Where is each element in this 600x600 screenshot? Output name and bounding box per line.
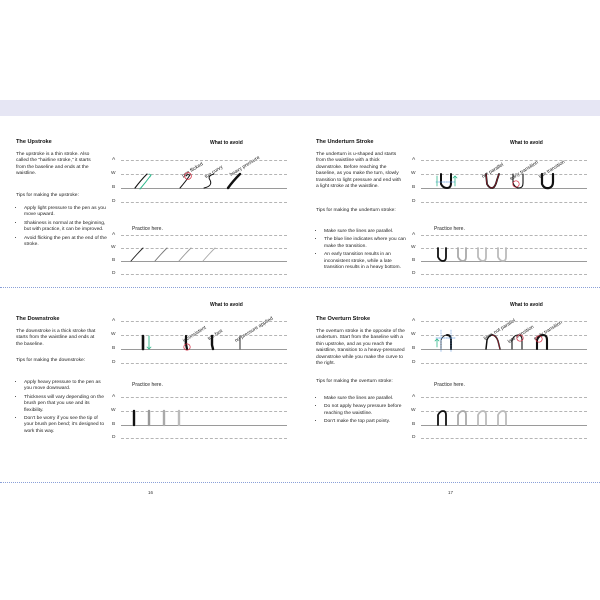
guide-label-waistline: W: [111, 332, 116, 337]
downstroke-avoid-heading: What to avoid: [210, 302, 243, 308]
practice-stroke: [155, 248, 167, 261]
overturn-practice-heading: Practice here.: [434, 382, 465, 388]
guide-label-ascender: A: [412, 157, 416, 162]
guide-label-waistline: W: [411, 332, 416, 337]
mistake-label: too curvy: [203, 164, 225, 180]
tip-item: • Avoid flicking the pen at the end of the stroke.: [24, 236, 108, 249]
downstroke-practice-heading: Practice here.: [132, 382, 163, 388]
tip-item: • Apply heavy pressure to the pen as you move downward.: [24, 380, 108, 393]
guide-label-ascender: A: [412, 394, 416, 399]
underturn-example: [441, 174, 451, 188]
guide-label-descender: D: [412, 360, 416, 365]
guide-label-baseline: B: [412, 185, 416, 190]
underturn-title: The Underturn Stroke: [316, 139, 374, 145]
guide-label-descender: D: [412, 271, 416, 276]
mistake-label: no pressure applied: [233, 315, 275, 344]
mistake-label: early transition: [532, 319, 564, 342]
guide-label-descender: D: [112, 360, 116, 365]
practice-stroke: [438, 411, 446, 425]
tip-item: • Don't be worry if you see the tip of your brush pen bend; it's designed to work this way.: [24, 416, 108, 435]
downstroke-title: The Downstroke: [16, 316, 60, 322]
tip-item: • Make sure the lines are parallel.: [324, 396, 408, 402]
guide-label-waistline: W: [111, 245, 116, 250]
direction-arrow-icon: [140, 175, 151, 189]
guide-label-waistline: W: [411, 408, 416, 413]
practice-stroke: [498, 411, 506, 425]
tip-item: • Make sure the lines are parallel.: [324, 229, 408, 235]
tip-item: • Don't make the top part pointy.: [324, 419, 408, 425]
tip-item: • Thickness will vary depending on the brush pen that you use and its flexibility.: [24, 395, 108, 414]
guide-label-ascender: A: [112, 394, 116, 399]
mistake-stroke: [212, 336, 213, 349]
guide-label-descender: D: [412, 199, 416, 204]
practice-stroke: [131, 248, 143, 261]
underturn-description: The underturn is u-shaped and starts from the waistline with a thick downstroke. Before reaching the baseline, as you make the turn, slowly transition to light pressure and end with a light stroke at the waistline.: [316, 152, 402, 190]
mistake-label: inconsistent: [181, 324, 208, 344]
overturn-avoid-heading: What to avoid: [510, 302, 543, 308]
practice-stroke: [478, 411, 486, 425]
guide-label-ascender: A: [412, 232, 416, 237]
overturn-description: The overturn stroke is the opposite of the underturn. Start from the baseline with a thin upstroke, and as you reach the waistline, transition to a heavy-pressured downstroke while you make the curve to the right.: [316, 329, 405, 367]
downstroke-description: The downstroke is a thick stroke that starts from the waistline and ends at the baseline.: [16, 329, 96, 347]
tip-item: • Do not apply heavy pressure before reaching the waistline.: [324, 404, 408, 417]
upstroke-avoid-heading: What to avoid: [210, 140, 243, 146]
guide-label-descender: D: [112, 199, 116, 204]
guide-label-waistline: W: [111, 408, 116, 413]
mistake-label: pen flicked: [180, 161, 205, 179]
mistake-label: late transition: [537, 159, 567, 180]
upstroke-practice-heading: Practice here.: [132, 226, 163, 232]
guide-label-descender: D: [112, 435, 116, 440]
mistake-stroke: [542, 174, 553, 188]
guide-label-baseline: B: [412, 422, 416, 427]
upstroke-example: [135, 174, 147, 188]
guide-label-waistline: W: [411, 245, 416, 250]
tip-item: • The blue line indicates where you can make the transition.: [324, 237, 408, 250]
upstroke-title: The Upstroke: [16, 139, 52, 145]
guide-label-ascender: A: [112, 232, 116, 237]
guide-label-descender: D: [412, 435, 416, 440]
mistake-label: not parallel: [480, 161, 505, 180]
downstroke-tips-heading: Tips for making the downstroke:: [16, 358, 86, 363]
tip-item: • Shakiness is normal at the beginning, but with practice, it can be improved.: [24, 221, 108, 234]
guide-label-descender: D: [112, 271, 116, 276]
underturn-avoid-heading: What to avoid: [510, 140, 543, 146]
mistake-label: too fast: [206, 328, 224, 342]
mistake-label: heavy pressure: [228, 154, 261, 178]
practice-stroke: [478, 248, 486, 261]
guide-label-baseline: B: [112, 258, 116, 263]
upstroke-tips-heading: Tips for making the upstroke:: [16, 193, 79, 198]
guide-label-ascender: A: [112, 318, 116, 323]
guide-label-baseline: B: [112, 185, 116, 190]
direction-arrow-icon: [435, 339, 439, 347]
guide-label-baseline: B: [112, 422, 116, 427]
guide-label-ascender: A: [412, 318, 416, 323]
guide-label-waistline: W: [411, 171, 416, 176]
upstroke-description: The upstroke is a thin stroke. Also called the "hairline stroke," it starts from the baseline and ends at the waistline.: [16, 152, 91, 177]
mistake-stroke: [228, 174, 240, 188]
practice-stroke: [438, 248, 446, 261]
underturn-tips-heading: Tips for making the underturn stroke:: [316, 208, 396, 213]
guide-label-baseline: B: [412, 258, 416, 263]
underturn-practice-heading: Practice here.: [434, 226, 465, 232]
tip-item: • An early transition results in an inconsistent stroke, while a late transition results in a heavy bottom.: [324, 252, 408, 271]
mistake-stroke: [486, 335, 500, 349]
tip-item: • Apply light pressure to the pen as you move upward.: [24, 206, 108, 219]
guide-label-baseline: B: [112, 346, 116, 351]
overturn-tips-heading: Tips for making the overturn stroke:: [316, 379, 393, 384]
practice-stroke: [458, 411, 466, 425]
mistake-label: lines not parallel: [482, 317, 517, 342]
practice-stroke: [203, 248, 215, 261]
page-number-left: 16: [148, 490, 154, 495]
practice-stroke: [498, 248, 506, 261]
overturn-title: The Overturn Stroke: [316, 316, 371, 322]
mistake-stroke: [186, 336, 187, 349]
guide-label-waistline: W: [111, 171, 116, 176]
page-number-right: 17: [448, 490, 454, 495]
practice-stroke: [179, 248, 191, 261]
guide-label-baseline: B: [412, 346, 416, 351]
mistake-stroke: [204, 174, 214, 188]
mistake-label: late transition: [506, 324, 536, 345]
mistake-label: early transition: [508, 159, 540, 182]
practice-stroke: [458, 248, 466, 261]
guide-label-ascender: A: [112, 157, 116, 162]
